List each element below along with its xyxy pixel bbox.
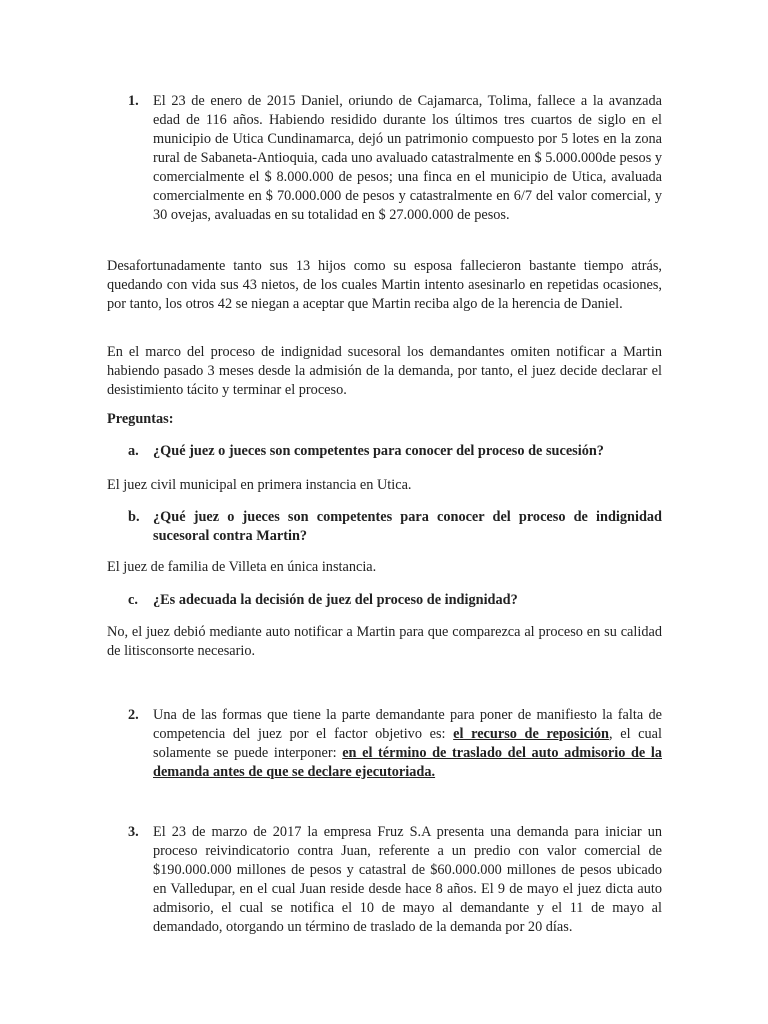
answer-c-text: No, el juez debió mediante auto notificar a Martin para que comparezca al proceso en su calidad de litisconsorte necesario. [107, 624, 662, 659]
answer-b-text: El juez de familia de Villeta en única instancia. [107, 559, 377, 575]
paragraph-heirs: Desafortunadamente tanto sus 13 hijos como su esposa fallecieron bastante tiempo atrás, quedando con vida sus 43 nietos, de los cuales Martin intento asesinarlo en repetidas ocasiones, por tanto, los otros 42 se niegan a aceptar que Martin reciba algo de la herencia de Daniel. [107, 258, 662, 312]
item-2-emphasis-2: en el término de traslado del auto admisorio de la demanda antes de que se declare ejecutoriada. [153, 745, 662, 780]
answer-a-text: El juez civil municipal en primera instancia en Utica. [107, 477, 412, 493]
question-a-letter: a. [128, 443, 139, 459]
question-b-text: ¿Qué juez o jueces son competentes para conocer del proceso de indignidad sucesoral contra Martin? [153, 509, 662, 544]
item-3-text: El 23 de marzo de 2017 la empresa Fruz S.A presenta una demanda para iniciar un proceso reivindicatorio contra Juan, referente a un predio con valor comercial de $190.000.000 millones de pesos y catastral de $60.000.000 millones de pesos ubicado en Valledupar, en el cual Juan reside desde hace 8 años. El 9 de mayo el juez dicta auto admisorio, el cual se notifica el 10 de mayo al demandante y el 11 de mayo al demandado, otorgando un término de traslado de la demanda por 20 días. [153, 824, 662, 935]
item-1-text: El 23 de enero de 2015 Daniel, oriundo de Cajamarca, Tolima, fallece a la avanzada edad de 116 años. Habiendo residido durante los últimos tres cuartos de siglo en el municipio de Utica Cundinamarca, dejó un patrimonio compuesto por 5 lotes en la zona rural de Sabaneta-Antioquia, cada uno avaluado catastralmente en $ 5.000.000de pesos y comercialmente el $ 8.000.000 de pesos; una finca en el municipio de Utica, avaluada comercialmente en $ 70.000.000 de pesos y catastralmente en 6/7 del valor comercial, y 30 ovejas, avaluadas en su totalidad en $ 27.000.000 de pesos. [153, 93, 662, 223]
item-1-number: 1. [128, 93, 139, 109]
question-c-text: ¿Es adecuada la decisión de juez del proceso de indignidad? [153, 592, 518, 608]
item-2-emphasis-1: el recurso de reposición [453, 726, 609, 742]
item-2-text [153, 706, 662, 782]
question-a-text: ¿Qué juez o jueces son competentes para conocer del proceso de sucesión? [153, 443, 604, 459]
item-2-number: 2. [128, 707, 139, 723]
question-c-letter: c. [128, 592, 138, 608]
questions-heading: Preguntas: [107, 411, 174, 427]
paragraph-process: En el marco del proceso de indignidad sucesoral los demandantes omiten notificar a Martin habiendo pasado 3 meses desde la admisión de la demanda, por tanto, el juez decide declarar el desistimiento tácito y terminar el proceso. [107, 344, 662, 398]
item-2-text-part-2: , el cual solamente se puede interponer: [153, 726, 662, 761]
item-2-text-part-1: Una de las formas que tiene la parte demandante para poner de manifiesto la falta de competencia del juez por el factor objetivo es: [153, 707, 662, 742]
item-3-number: 3. [128, 824, 139, 840]
question-b-letter: b. [128, 509, 140, 525]
